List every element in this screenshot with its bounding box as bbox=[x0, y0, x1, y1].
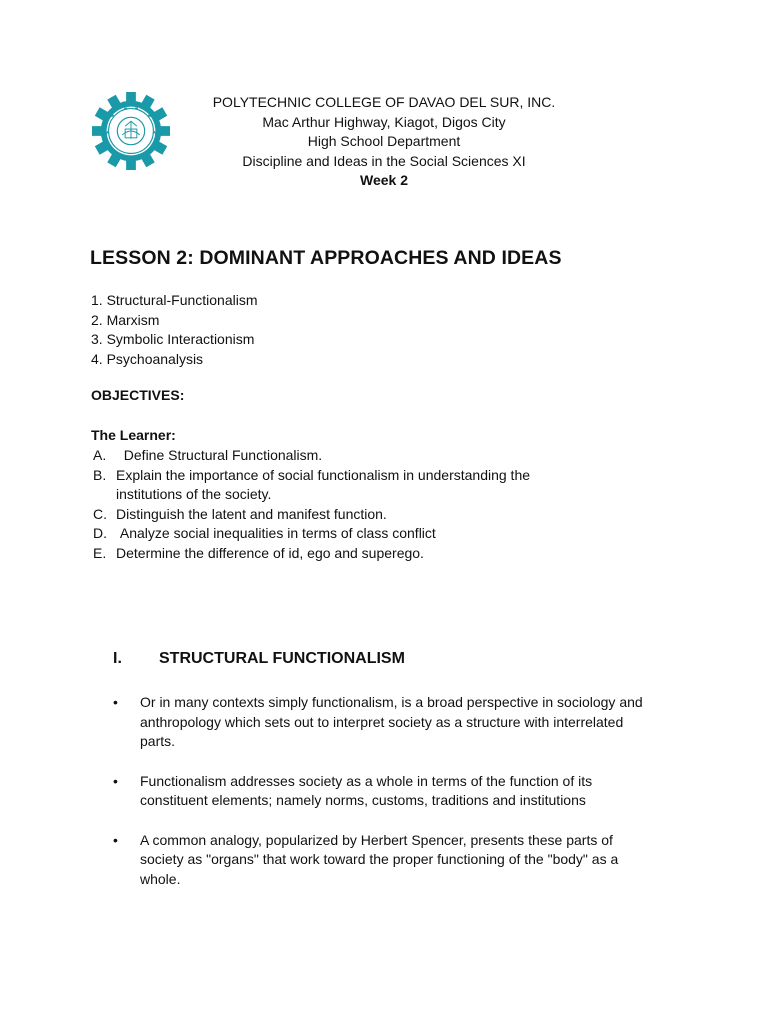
objective-letter: E. bbox=[93, 544, 107, 561]
list-item bbox=[113, 693, 658, 752]
topic-item: 1. Structural-Functionalism bbox=[91, 292, 258, 308]
bullet-icon: • bbox=[113, 772, 118, 789]
objective-item bbox=[93, 524, 613, 544]
section-heading bbox=[113, 650, 405, 668]
college-address: Mac Arthur Highway, Kiagot, Digos City bbox=[262, 113, 506, 130]
college-name: POLYTECHNIC COLLEGE OF DAVAO DEL SUR, INC. bbox=[212, 94, 556, 110]
topic-item: 3. Symbolic Interactionism bbox=[91, 331, 255, 347]
bullet-text: A common analogy, popularized by Herbert Spencer, presents these parts of society as "organs" that work toward the proper functioning of the "body" as a whole. bbox=[140, 831, 619, 887]
objectives-list bbox=[93, 446, 613, 563]
bullet-list bbox=[113, 693, 658, 909]
objective-text: Explain the importance of social functionalism in understanding the institutions of the society. bbox=[116, 466, 531, 502]
topic-list bbox=[91, 291, 258, 369]
objective-text: Determine the difference of id, ego and superego. bbox=[116, 544, 424, 561]
section-number: I. bbox=[113, 650, 122, 667]
bullet-icon: • bbox=[113, 831, 118, 848]
list-item bbox=[113, 772, 658, 811]
document-header bbox=[180, 93, 588, 191]
objective-text: Distinguish the latent and manifest function. bbox=[116, 505, 387, 522]
objective-item bbox=[93, 544, 613, 564]
lesson-title: LESSON 2: DOMINANT APPROACHES AND IDEAS bbox=[90, 247, 562, 269]
section-title: STRUCTURAL FUNCTIONALISM bbox=[159, 650, 405, 667]
bullet-text: Or in many contexts simply functionalism, is a broad perspective in sociology and anthropology which sets out to interpret society as a structure with interrelated parts. bbox=[140, 694, 643, 749]
list-item bbox=[113, 831, 658, 890]
objective-item bbox=[93, 466, 613, 505]
objective-text: Define Structural Functionalism. bbox=[116, 447, 323, 463]
objective-text: Analyze social inequalities in terms of class conflict bbox=[116, 525, 436, 541]
bullet-icon: • bbox=[113, 694, 118, 710]
objective-item bbox=[93, 505, 613, 525]
objectives-heading: OBJECTIVES: bbox=[91, 387, 185, 403]
school-seal-gear-icon bbox=[92, 92, 170, 170]
bullet-text: Functionalism addresses society as a whole in terms of the function of its constituent elements; namely norms, customs, traditions and institutions bbox=[140, 772, 593, 808]
week-label: Week 2 bbox=[360, 172, 408, 188]
objective-letter: D. bbox=[93, 525, 107, 541]
objective-item bbox=[93, 446, 613, 466]
objective-letter: B. bbox=[93, 466, 107, 483]
subject-title: Discipline and Ideas in the Social Sciences XI bbox=[242, 152, 526, 169]
objective-letter: C. bbox=[93, 505, 107, 522]
topic-item: 2. Marxism bbox=[91, 311, 160, 328]
topic-item: 4. Psychoanalysis bbox=[91, 350, 204, 367]
department: High School Department bbox=[307, 133, 461, 149]
learner-heading: The Learner: bbox=[91, 427, 176, 443]
objective-letter: A. bbox=[93, 447, 107, 463]
